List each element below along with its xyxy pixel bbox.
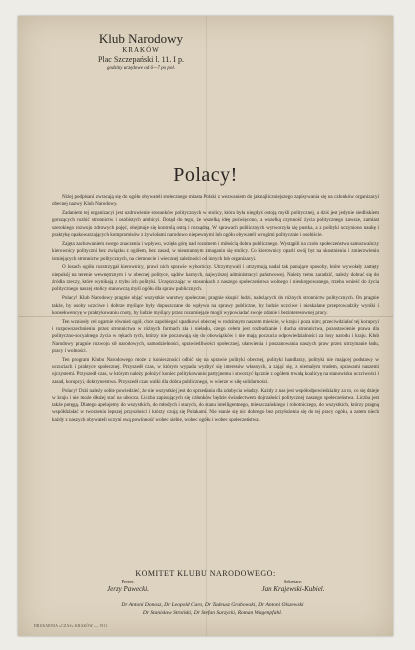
printer-imprint: DRUKARNIA »CZAS« KRAKÓW — 1911 <box>34 624 108 628</box>
members-line: Dr Stanisław Stroński, Dr Stefan Surzycki, Roman Wagenpfahl. <box>142 610 283 616</box>
secretary-name: Jan Krajewski-Kubiel. <box>261 585 325 593</box>
committee-title: KOMITET KLUBU NARODOWEGO: <box>135 569 276 578</box>
club-city: KRAKÓW <box>122 46 160 54</box>
body-paragraph: Polacy! Dziś należy sobie powiedzieć, że nie wszystkiej jest do sprzedania dla zdobycia władzy. Każdy z nas jest współodpowiedzialny za to, co się dzieje w kraju i nie może dłużej stać na uboczu. Liczba zapisujących się członków będzie świadectwem dojrzałości politycznej naszego społeczeństwa. Liczba jest także potęgą. Dlatego apelujemy do wszystkich, do młodych i starych, do stanu intelligentnego, mieszczańskiego i robotniczego, do wszystkich, którzy pragną współdziałać w tworzeniu lepszej przyszłości i którzy czują się Polakami. Nie stanie się nic dobrego bez przyłożenia się do tej pracy ogółu, a zatem niech każdy z naszych obywateli uczyni swą powinność wobec siebie, wobec ogółu i wobec społeczeństwa. <box>52 387 379 423</box>
secretary-block <box>223 579 363 593</box>
president-name: Jerzy Pawecki. <box>107 585 149 593</box>
committee-officers <box>58 579 363 593</box>
president-label: Prezes: <box>121 579 135 584</box>
committee-members <box>42 601 383 617</box>
club-address: Plac Szczepański l. 11. I p. <box>98 55 184 64</box>
body-paragraph: Zajęta zachowaniem swego znaczenia i wpływu, wzięła górę nad rozumem i miłością dobra publicznego. Wystąpili na czoło społeczeństwa samozwańczy kierownicy polityczni bez związku z ogółem, bez zasad, w nieustannym zmaganiu się stolicy. Co kierownicy oparli swój byt na skostnieniu i zmierzwieniu istniejących stronnictw politycznych, na ciemnocie i wiecznej zależności od innych lub organizacyi. <box>52 240 379 262</box>
poster-title: Polacy! <box>173 164 238 186</box>
body-paragraph: Polacy! Klub Narodowy pragnie objąć wszystkie warstwy społeczne, pragnie skupić ludzi, należących do różnych stronnictw politycznych. On pragnie także, by osoby uczciwe i dobrze myślące były dopuszczane do wpływu na sprawy publiczne, by ludzie uczciwe i nieskalane przeprowadziły wyniki i konsekwencyę w praktykowaniu cnoty, by ludzie myślący przez rozumiejące mogli wypowiadać swoje zdanie i bezinteresownej pracy. <box>52 295 379 316</box>
secretary-label: Sekretarz: <box>283 579 303 584</box>
poster-sheet <box>18 16 393 636</box>
body-paragraph: Ten wzniosły cel ogarnie również ogół, chce zapobiegać upadkowi obecnej w rodzinnym naszem mieście, w kraju i poza nim; przeciwdziałać tej korupcyi i rozpowszechnieniu przez stronnictwa w różnych formach zła i nieładu, czego celem jest rozbudzanie i ducha stronnictwa, pozostawienie prawa dla polityczno-socyalnego życia w rękach tych, którzy nie poczuwają się do obowiązków i nie mają poczucia odpowiedzialności za losy narodu i kraju. Klub Narodowy pragnie rozwoju sił narodowych, samodzielności, sprawiedliwości społecznej, ułatwienia i poszanowania naszych praw przez utrzymanie ładu, pracy i wolności. <box>52 318 379 354</box>
letterhead <box>46 32 236 72</box>
body-paragraph: Niżej podpisani zwracają się do ogółu obywateli stołecznego miasta Polski z wezwaniem do jaknajliczniejszego zapisywania się na członków organizacyi obecnej nazwy Klub Narodowy. <box>52 194 379 208</box>
poster-body <box>52 194 379 426</box>
body-paragraph: Zadaniem tej organizacyi jest uzdrowienie stosunków politycznych w stolicy, która była niegdyś ostoją myśli politycznej, a dziś jest jedynie siedliskiem gorszących rozbić stronnictw i osobistych ambicyi. Dotąd do tego, że wszelką ideę poświęcono, a wszelką czynność życia politycznego zawsze, zamiast szerokiego rozwoju zdrowych pojęć, obejmuje się kontrolą ostrą i rozsądną. W sprawach publicznych wytworzyła się pustka, a z polityki uczyniono naukę i praktykę opakowarzających kompromisów z żywiołami narodowo niepewnymi lub ogółu obywateli wrogimi politycznie i osobiście. <box>52 210 379 239</box>
president-block <box>58 579 198 593</box>
members-line: Dr Antoni Donosz, Dr Leopold Caro, Dr Tadeusz Grabowski, Dr Antoni Olszewski <box>121 602 304 608</box>
body-paragraph: O losach ogółu rozstrzygał kierownicy, prawi nich sprawie wyboróczy. Utrzymywali i utrzymują nadal tak panujące sposoby, które wywołały zamęty niepokój na terenie wewnętrznym i w obecnej polityce, sądów karnych, najwyższej administracyi państwowej. Należy temu zaradzić, należy dobrać się do źródła rzeczy, które wynikają z trybu ich polityki. Uczęszczając w stosunkach z naszego społeczeństwa wolnego i nieskrępowanego, trzeba wnieść do życia politycznego naszej stolicy stanowczą myśl ogółu dla spraw publicznych. <box>52 264 379 293</box>
body-paragraph: Ten program Klubu Narodowego może z konieczności odbić się na sprawie polityki obecnej, polityki handlarzy, polityki nie mającej podstawy w uczuciach i praktyce społecznej. Przyszedł czas, w którym wypada wyzbyć się interesów własnych, a zająć się, z niemałym trudem, sprawami naszemi ojczystemi. Przyszedł czas, w którym należy położyć koniec politykowaniu partyjnemu i stworzyć łącznie z ogółem trwałą koalicyę na stanowisku uczciwości i zasad, korupcyi, doktrynerstwa. Przyszedł czas walki dla dobra publicznego, w wierze w siłę solidarności. <box>52 356 379 385</box>
office-hours: godziny urzędowe od 6—7 po poł. <box>106 66 176 71</box>
club-name: Klub Narodowy <box>98 31 184 46</box>
